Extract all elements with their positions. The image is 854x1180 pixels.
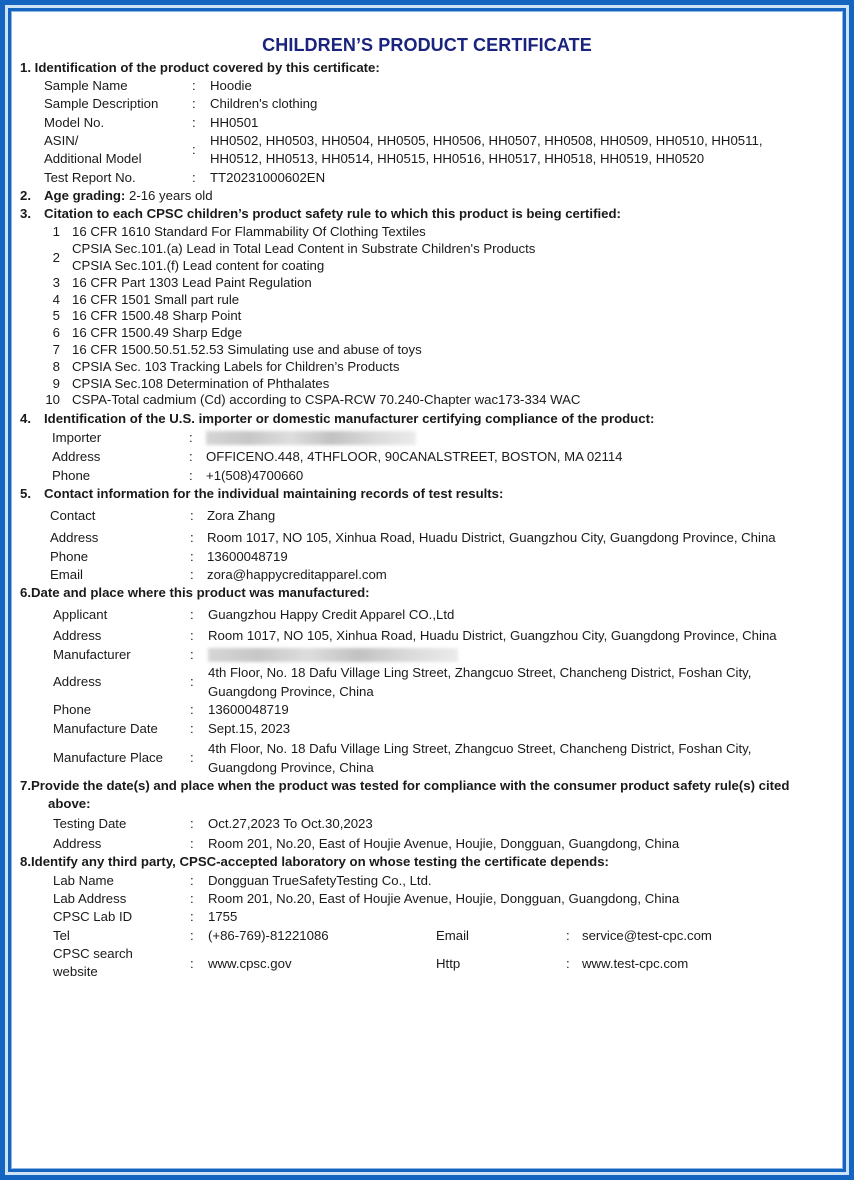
colon: :: [192, 78, 196, 93]
manufacturer-address-line1: 4th Floor, No. 18 Dafu Village Ling Street, Zhangcuo Street, Chancheng District, Foshan City,: [208, 665, 752, 680]
section-3-heading: Citation to each CPSC children’s product safety rule to which this product is being certified:: [44, 206, 621, 221]
section-7-heading-line2: above:: [48, 796, 91, 811]
citation-item: 16 CFR Part 1303 Lead Paint Regulation: [72, 275, 312, 290]
sample-description-value: Children's clothing: [210, 96, 318, 111]
search-website-label-line1: CPSC search: [53, 946, 133, 961]
sample-name-value: Hoodie: [210, 78, 252, 93]
model-no-value: HH0501: [210, 115, 259, 130]
search-website-value: www.cpsc.gov: [208, 956, 292, 971]
lab-address-value: Room 201, No.20, East of Houjie Avenue, Houjie, Dongguan, Guangdong, China: [208, 891, 680, 906]
contact-value: Zora Zhang: [207, 508, 276, 523]
colon: :: [190, 873, 194, 888]
colon: :: [190, 750, 194, 765]
manufacture-place-label: Manufacture Place: [53, 750, 163, 765]
colon: :: [566, 956, 570, 971]
age-grading: [44, 187, 213, 205]
colon: :: [190, 508, 194, 523]
colon: :: [189, 430, 193, 445]
citation-item: CPSIA Sec.108 Determination of Phthalates: [72, 376, 330, 391]
citation-number: 7: [52, 342, 60, 357]
lab-name-value: Dongguan TrueSafetyTesting Co., Ltd.: [208, 873, 432, 888]
colon: :: [189, 468, 193, 483]
colon: :: [190, 909, 194, 924]
manufacture-place-line2: Guangdong Province, China: [208, 760, 374, 775]
colon: :: [190, 530, 194, 545]
age-grading-label: Age grading:: [44, 188, 126, 203]
citation-number: 1: [52, 224, 60, 239]
additional-models-line1: HH0502, HH0503, HH0504, HH0505, HH0506, HH0507, HH0508, HH0509, HH0510, HH0511,: [210, 133, 763, 148]
lab-id-label: CPSC Lab ID: [53, 909, 133, 924]
test-report-no-value: TT20231000602EN: [210, 170, 326, 185]
lab-tel-label: Tel: [53, 928, 70, 943]
citation-number: 5: [52, 308, 60, 323]
manufacturer-phone-label: Phone: [53, 702, 92, 717]
page-title: CHILDREN’S PRODUCT CERTIFICATE: [262, 35, 592, 55]
citation-number: 6: [52, 325, 60, 340]
test-report-no-label: Test Report No.: [44, 170, 136, 185]
applicant-label: Applicant: [53, 607, 108, 622]
colon: :: [190, 628, 194, 643]
age-grading-value: 2-16 years old: [125, 188, 213, 203]
citation-number: 8: [52, 359, 60, 374]
citation-number: 3: [52, 275, 60, 290]
citation-item: CSPA-Total cadmium (Cd) according to CSPA-RCW 70.240-Chapter wac173-334 WAC: [72, 392, 581, 407]
additional-models-line2: HH0512, HH0513, HH0514, HH0515, HH0516, HH0517, HH0518, HH0519, HH0520: [210, 151, 705, 166]
citation-item: 16 CFR 1500.48 Sharp Point: [72, 308, 242, 323]
lab-tel-value: (+86-769)-81221086: [208, 928, 329, 943]
citation-item: 16 CFR 1500.49 Sharp Edge: [72, 325, 243, 340]
contact-phone-value: 13600048719: [207, 549, 288, 564]
colon: :: [190, 702, 194, 717]
importer-label: Importer: [52, 430, 102, 445]
importer-address-value: OFFICENO.448, 4THFLOOR, 90CANALSTREET, BOSTON, MA 02114: [206, 449, 623, 464]
importer-address-label: Address: [52, 449, 101, 464]
manufacturer-phone-value: 13600048719: [208, 702, 289, 717]
asin-label-line2: Additional Model: [44, 151, 142, 166]
testing-address-label: Address: [53, 836, 102, 851]
citation-item-line2: CPSIA Sec.101.(f) Lead content for coating: [72, 258, 325, 273]
applicant-value: Guangzhou Happy Credit Apparel CO.,Ltd: [208, 607, 455, 622]
lab-email-label: Email: [436, 928, 469, 943]
colon: :: [192, 115, 196, 130]
manufacturer-name-redacted: [208, 648, 458, 662]
manufacture-place-line1: 4th Floor, No. 18 Dafu Village Ling Street, Zhangcuo Street, Chancheng District, Foshan City,: [208, 741, 752, 756]
section-5-number: 5.: [20, 486, 31, 501]
lab-address-label: Lab Address: [53, 891, 127, 906]
citation-number: 2: [52, 250, 60, 265]
section-5-heading: Contact information for the individual maintaining records of test results:: [44, 486, 504, 501]
importer-name-redacted: [206, 431, 416, 445]
asin-label-line1: ASIN/: [44, 133, 79, 148]
section-4-number: 4.: [20, 411, 31, 426]
colon: :: [192, 170, 196, 185]
contact-address-label: Address: [50, 530, 99, 545]
importer-phone-value: +1(508)4700660: [206, 468, 304, 483]
citation-item: CPSIA Sec.101.(a) Lead in Total Lead Content in Substrate Children's Products: [72, 241, 536, 256]
importer-phone-label: Phone: [52, 468, 91, 483]
lab-name-label: Lab Name: [53, 873, 114, 888]
manufacture-date-label: Manufacture Date: [53, 721, 158, 736]
testing-address-value: Room 201, No.20, East of Houjie Avenue, Houjie, Dongguan, Guangdong, China: [208, 836, 680, 851]
contact-label: Contact: [50, 508, 96, 523]
testing-date-value: Oct.27,2023 To Oct.30,2023: [208, 816, 373, 831]
citation-number: 9: [52, 376, 60, 391]
colon: :: [190, 607, 194, 622]
section-2-number: 2.: [20, 188, 31, 203]
colon: :: [190, 836, 194, 851]
colon: :: [190, 567, 194, 582]
section-7-heading-line1: 7.Provide the date(s) and place when the product was tested for compliance with the consumer product safety rule(s) cited: [20, 778, 790, 793]
manufacture-date-value: Sept.15, 2023: [208, 721, 291, 736]
colon: :: [192, 96, 196, 111]
manufacturer-address-label: Address: [53, 674, 102, 689]
model-no-label: Model No.: [44, 115, 105, 130]
colon: :: [190, 647, 194, 662]
citation-item: CPSIA Sec. 103 Tracking Labels for Children’s Products: [72, 359, 400, 374]
contact-email-label: Email: [50, 567, 83, 582]
search-website-label-line2: website: [53, 964, 98, 979]
colon: :: [190, 956, 194, 971]
manufacturer-address-line2: Guangdong Province, China: [208, 684, 374, 699]
lab-http-value: www.test-cpc.com: [582, 956, 689, 971]
citation-item: 16 CFR 1501 Small part rule: [72, 292, 240, 307]
contact-email-value: zora@happycreditapparel.com: [207, 567, 387, 582]
citation-item: 16 CFR 1610 Standard For Flammability Of Clothing Textiles: [72, 224, 426, 239]
colon: :: [190, 891, 194, 906]
section-4-heading: Identification of the U.S. importer or domestic manufacturer certifying compliance of the product:: [44, 411, 655, 426]
section-1-heading: 1. Identification of the product covered by this certificate:: [20, 60, 380, 75]
section-6-heading: 6.Date and place where this product was manufactured:: [20, 585, 370, 600]
sample-description-label: Sample Description: [44, 96, 159, 111]
sample-name-label: Sample Name: [44, 78, 128, 93]
colon: :: [192, 142, 196, 157]
colon: :: [189, 449, 193, 464]
testing-date-label: Testing Date: [53, 816, 127, 831]
lab-id-value: 1755: [208, 909, 238, 924]
section-8-heading: 8.Identify any third party, CPSC-accepted laboratory on whose testing the certificate depends:: [20, 854, 609, 869]
colon: :: [190, 816, 194, 831]
section-3-number: 3.: [20, 206, 31, 221]
contact-address-value: Room 1017, NO 105, Xinhua Road, Huadu District, Guangzhou City, Guangdong Province, China: [207, 530, 776, 545]
citation-item: 16 CFR 1500.50.51.52.53 Simulating use and abuse of toys: [72, 342, 422, 357]
citation-number: 4: [52, 292, 60, 307]
colon: :: [190, 549, 194, 564]
contact-phone-label: Phone: [50, 549, 89, 564]
colon: :: [566, 928, 570, 943]
colon: :: [190, 721, 194, 736]
lab-email-value: service@test-cpc.com: [582, 928, 712, 943]
applicant-address-value: Room 1017, NO 105, Xinhua Road, Huadu District, Guangzhou City, Guangdong Province, China: [208, 628, 777, 643]
colon: :: [190, 674, 194, 689]
applicant-address-label: Address: [53, 628, 102, 643]
lab-http-label: Http: [436, 956, 461, 971]
manufacturer-label: Manufacturer: [53, 647, 131, 662]
citation-number: 10: [45, 392, 60, 407]
colon: :: [190, 928, 194, 943]
